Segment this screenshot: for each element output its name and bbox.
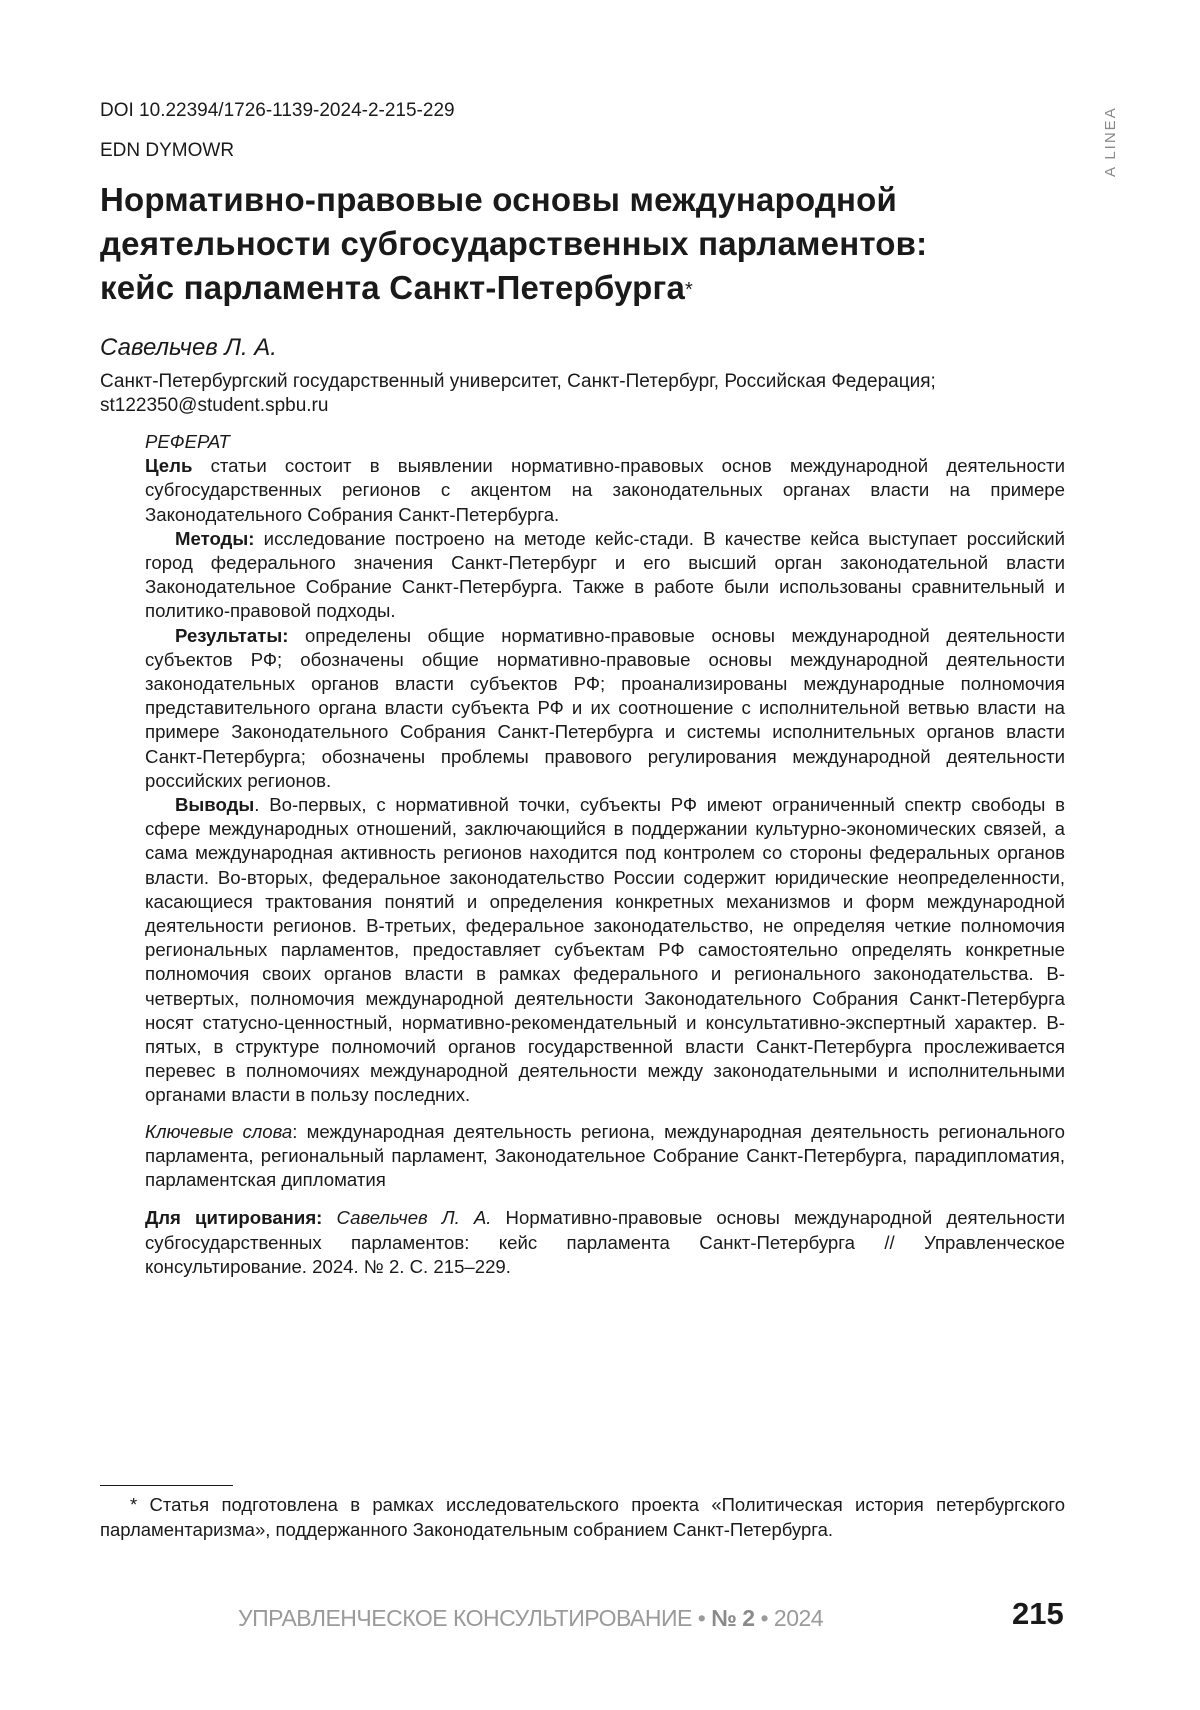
goal-text: статьи состоит в выявлении нормативно-правовых основ международной деятельности субгосударственных регионов с акцентом на законодательных органах власти на примере Законодательного Собрания Санкт-Петербурга. — [145, 455, 1065, 525]
keywords-label: Ключевые слова — [145, 1120, 293, 1142]
edn: EDN DYMOWR — [100, 140, 235, 161]
footer-separator: • — [697, 1605, 706, 1631]
article-title — [100, 178, 1080, 310]
keywords — [145, 1120, 1065, 1193]
side-label: A LINEA — [1102, 106, 1119, 178]
year: 2024 — [773, 1605, 824, 1631]
conclusions-text: . Во-первых, с нормативной точки, субъекты РФ имеют ограниченный спектр свободы в сфере международных отношений, заключающийся в поддержании культурно-экономических связей, а сама международная активность регионов находится под контролем со стороны федеральных органов власти. Во-вторых, федеральное законодательство России содержит юридические неопределенности, касающиеся трактования понятий и определения конкретных механизмов и форм международной деятельности регионов. В-третьих, федеральное законодательство, не определяя четкие полномочия региональных парламентов, предоставляет субъектам РФ самостоятельно определять конкретные полномочия своих органов власти в рамках федерального и регионального законодательства. В-четвертых, полномочия международной деятельности Законодательного Собрания Санкт-Петербурга носят статусно-ценностный, нормативно-рекомендательный и консультативно-экспертный характер. В-пятых, в структуре полномочий органов государственной власти Санкт-Петербурга прослеживается перевес в полномочиях международной деятельности между законодательными и исполнительными органами власти в пользу последних. — [145, 794, 1065, 1106]
affiliation: Санкт-Петербургский государственный университет, Санкт-Петербург, Российская Федерация; — [100, 371, 936, 392]
abstract — [145, 430, 1065, 1279]
citation-text: Нормативно-правовые основы международной деятельности субгосударственных парламентов: кейс парламента Санкт-Петербурга // Управленческое консультирование. 2024. № 2. С. 215–229. — [145, 1207, 1065, 1277]
conclusions-label: Выводы — [175, 794, 255, 816]
title-line-1: Нормативно-правовые основы международной — [100, 181, 898, 218]
methods-label: Методы: — [175, 527, 255, 549]
abstract-heading: РЕФЕРАТ — [145, 431, 230, 452]
goal-label: Цель — [145, 455, 193, 477]
citation — [145, 1206, 1065, 1279]
title-footnote-mark: * — [685, 279, 693, 301]
citation-author: Савельчев Л. А. — [322, 1207, 492, 1229]
methods-text: исследование построено на методе кейс-стади. В качестве кейса выступает российский город федерального значения Санкт-Петербург и его высший орган законодательной власти Законодательное Собрание Санкт-Петербурга. Также в работе были использованы сравнительный и политико-правовой подходы. — [145, 527, 1065, 622]
affiliation-block — [100, 370, 1100, 418]
email: st122350@student.spbu.ru — [100, 395, 329, 416]
results-text: определены общие нормативно-правовые основы международной деятельности субъектов РФ; обозначены общие нормативно-правовые основы международной деятельности законодательных органов власти субъектов РФ; проанализированы международные полномочия представительного органа власти субъекта РФ и их соотношение с исполнительной ветвью власти на примере Законодательного Собрания Санкт-Петербурга и системы исполнительных органов власти Санкт-Петербурга; обозначены проблемы правового регулирования международной деятельности российских регионов. — [145, 624, 1065, 791]
abstract-results — [145, 624, 1065, 793]
abstract-methods — [145, 527, 1065, 624]
footer-separator-2: • — [760, 1605, 769, 1631]
footnote-divider — [100, 1485, 233, 1486]
author: Савельчев Л. А. — [100, 334, 277, 361]
page-number: 215 — [1012, 1596, 1064, 1631]
results-label: Результаты: — [175, 624, 289, 646]
journal-name: УПРАВЛЕНЧЕСКОЕ КОНСУЛЬТИРОВАНИЕ — [238, 1605, 692, 1631]
doi: DOI 10.22394/1726-1139-2024-2-215-229 — [100, 100, 455, 121]
title-line-2: деятельности субгосударственных парламентов: — [100, 225, 928, 262]
footer-journal — [238, 1605, 823, 1632]
title-line-3: кейс парламента Санкт-Петербурга — [100, 269, 686, 306]
abstract-goal — [145, 454, 1065, 527]
footnote: * Статья подготовлена в рамках исследовательского проекта «Политическая история петербургского парламентаризма», поддержанного Законодательным собранием Санкт-Петербурга. — [100, 1494, 1065, 1540]
citation-label: Для цитирования: — [145, 1207, 323, 1229]
keywords-text: : международная деятельность региона, международная деятельность регионального парламента, региональный парламент, Законодательное Собрание Санкт-Петербурга, парадипломатия, парламентская дипломатия — [145, 1120, 1065, 1191]
issue-number: № 2 — [711, 1605, 755, 1631]
abstract-conclusions — [145, 793, 1065, 1108]
